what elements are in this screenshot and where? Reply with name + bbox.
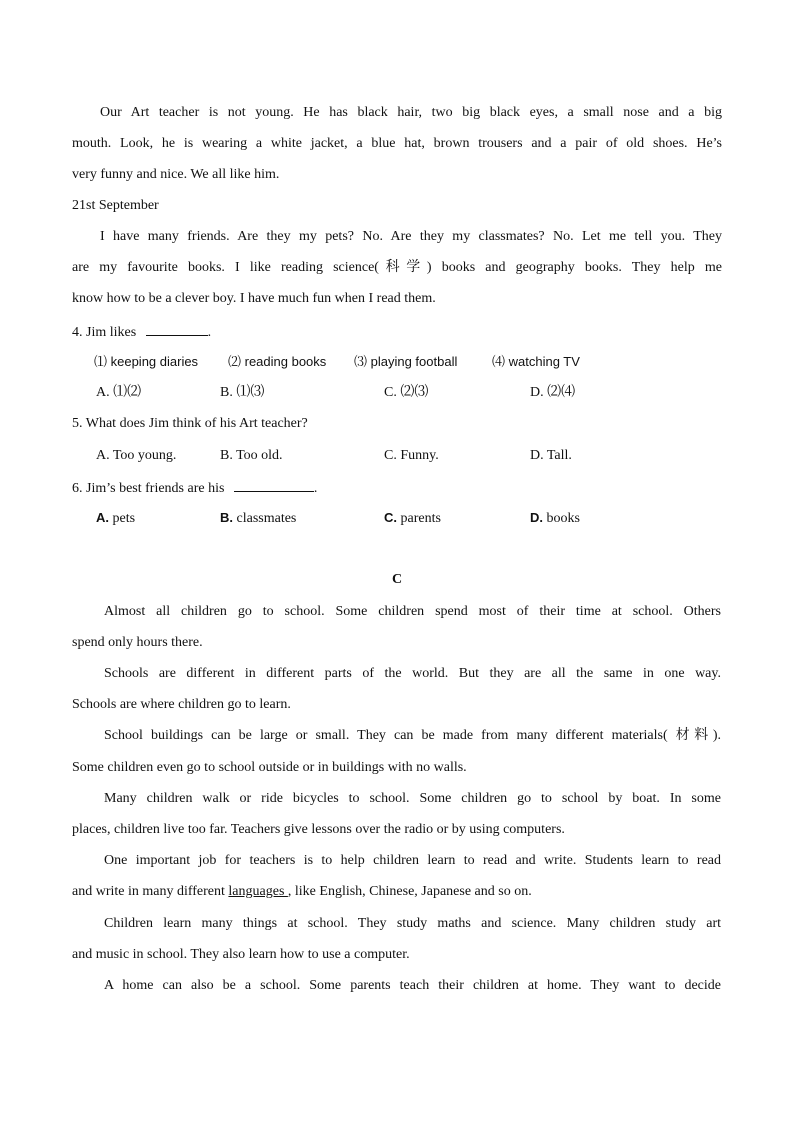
q5-option-c[interactable]: C. Funny. bbox=[384, 448, 439, 463]
q4-item-2: ⑵ reading books bbox=[228, 354, 327, 369]
q6-option-c[interactable] bbox=[384, 508, 441, 529]
passage-c-line-9: One important job for teachers is to help children learn to read and write. Students learn to read bbox=[104, 853, 721, 868]
q6-option-a[interactable] bbox=[96, 508, 135, 529]
passage-c-line-10 bbox=[72, 882, 722, 902]
q4-item-1: ⑴ keeping diaries bbox=[94, 354, 199, 369]
passage-b-p2-line-3: know how to be a clever boy. I have much fun when I read them. bbox=[72, 291, 436, 306]
passage-c-line-8: places, children live too far. Teachers give lessons over the radio or by using computers. bbox=[72, 822, 565, 837]
q4-option-d[interactable]: D. ⑵⑷ bbox=[530, 385, 576, 400]
question-6-answer-blank[interactable] bbox=[234, 477, 314, 492]
underlined-word-languages: languages bbox=[228, 884, 288, 899]
q5-option-d[interactable]: D. Tall. bbox=[530, 448, 572, 463]
q5-option-b[interactable]: B. Too old. bbox=[220, 448, 283, 463]
passage-c-line-6: Some children even go to school outside or in buildings with no walls. bbox=[72, 760, 467, 775]
q6-option-b-letter: B. bbox=[220, 510, 233, 525]
passage-c-line-3: Schools are different in different parts of the world. But they are all the same in one way. bbox=[104, 666, 721, 681]
passage-c-line-11: Children learn many things at school. They study maths and science. Many children study art bbox=[104, 916, 721, 931]
passage-c-line-5: School buildings can be large or small. They can be made from many different materials( 材料). bbox=[104, 728, 721, 743]
passage-b-p1-line-1: Our Art teacher is not young. He has black hair, two big black eyes, a small nose and a big bbox=[100, 105, 722, 120]
question-5-stem: 5. What does Jim think of his Art teacher? bbox=[72, 416, 308, 431]
question-4 bbox=[72, 321, 722, 343]
q4-item-4: ⑷ watching TV bbox=[492, 354, 580, 369]
passage-b-p1-line-2: mouth. Look, he is wearing a white jacket, a blue hat, brown trousers and a pair of old shoes. He’s bbox=[72, 136, 722, 151]
q6-option-c-letter: C. bbox=[384, 510, 397, 525]
q6-option-b-text: classmates bbox=[236, 511, 297, 526]
q6-option-a-text: pets bbox=[112, 511, 136, 526]
q6-option-a-letter: A. bbox=[96, 510, 109, 525]
section-title-c: C bbox=[391, 572, 403, 587]
question-4-answer-blank[interactable] bbox=[146, 321, 208, 336]
q4-option-b[interactable]: B. ⑴⑶ bbox=[220, 385, 265, 400]
passage-c-line-12: and music in school. They also learn how to use a computer. bbox=[72, 947, 410, 962]
q6-option-d-letter: D. bbox=[530, 510, 543, 525]
passage-c-line-1: Almost all children go to school. Some children spend most of their time at school. Others bbox=[104, 604, 721, 619]
q6-option-d[interactable] bbox=[530, 508, 580, 529]
question-4-stem: 4. Jim likes bbox=[72, 325, 137, 340]
passage-b-p2-line-1: I have many friends. Are they my pets? No. Are they my classmates? No. Let me tell you. They bbox=[100, 229, 722, 244]
q6-option-d-text: books bbox=[546, 511, 580, 526]
q5-option-a[interactable]: A. Too young. bbox=[96, 448, 177, 463]
languages-line-post: , like English, Chinese, Japanese and so on. bbox=[287, 884, 532, 899]
question-6-stem: 6. Jim’s best friends are his bbox=[72, 481, 225, 496]
passage-c-line-13: A home can also be a school. Some parents teach their children at home. They want to decide bbox=[104, 978, 721, 993]
q4-option-a[interactable]: A. ⑴⑵ bbox=[96, 385, 142, 400]
question-6 bbox=[72, 477, 722, 499]
q4-option-c[interactable]: C. ⑵⑶ bbox=[384, 385, 429, 400]
passage-b-p1-line-3: very funny and nice. We all like him. bbox=[72, 167, 280, 182]
q4-item-3: ⑶ playing football bbox=[354, 354, 458, 369]
passage-c-line-2: spend only hours there. bbox=[72, 635, 203, 650]
question-4-period: . bbox=[207, 325, 212, 340]
question-6-period: . bbox=[313, 481, 318, 496]
passage-c-line-7: Many children walk or ride bicycles to school. Some children go to school by boat. In some bbox=[104, 791, 721, 806]
languages-line-pre: and write in many different bbox=[72, 884, 229, 899]
q6-option-b[interactable] bbox=[220, 508, 296, 529]
passage-c-line-4: Schools are where children go to learn. bbox=[72, 697, 291, 712]
passage-b-p2-line-2: are my favourite books. I like reading science(科学) books and geography books. They help me bbox=[72, 260, 722, 275]
q6-option-c-text: parents bbox=[400, 511, 441, 526]
diary-date: 21st September bbox=[72, 198, 159, 213]
